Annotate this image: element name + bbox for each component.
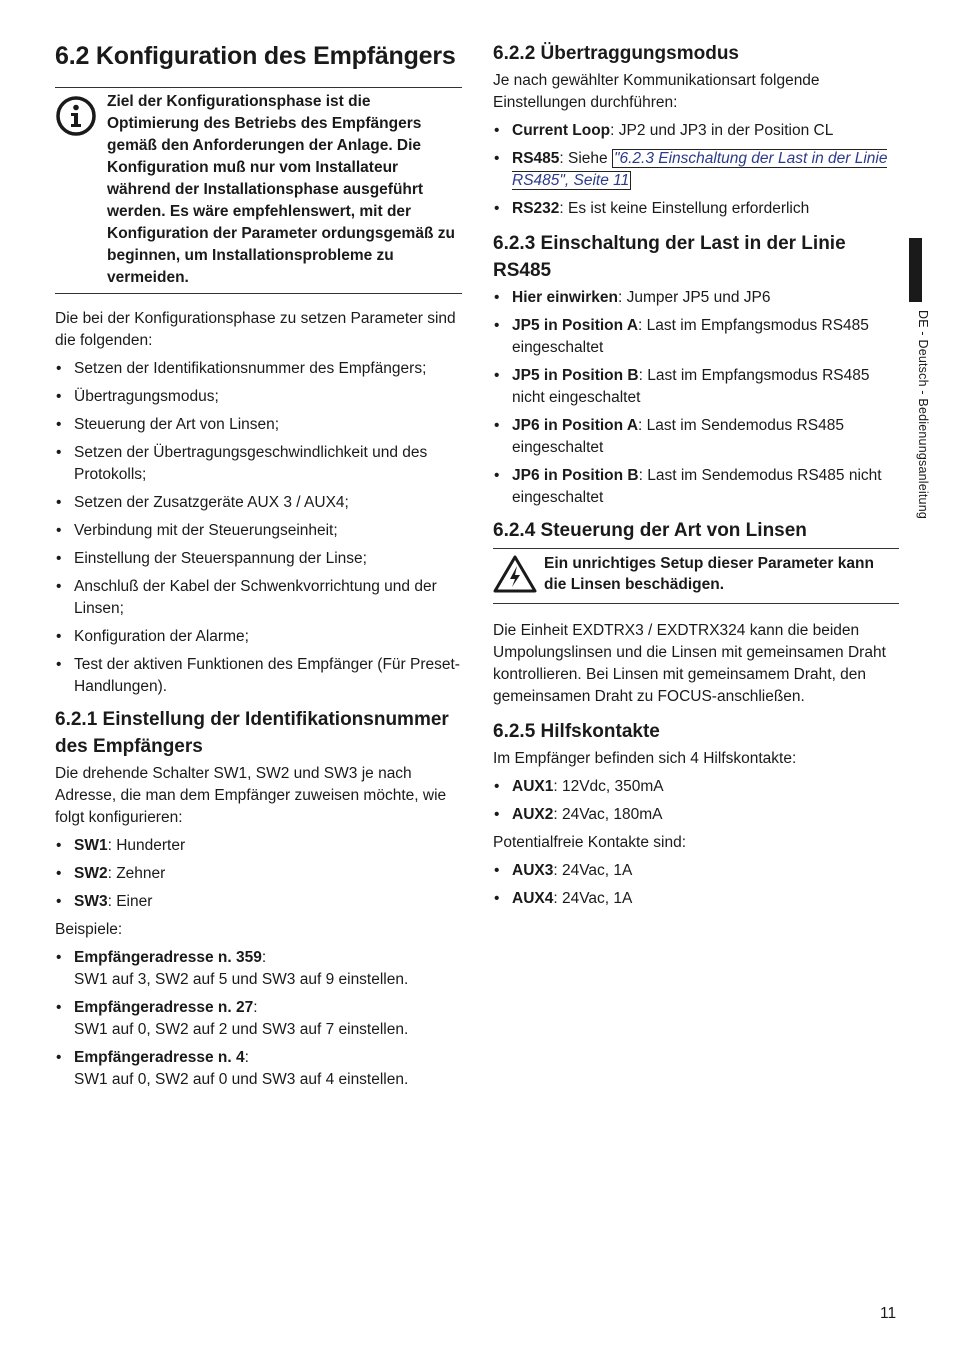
list-item: • Konfiguration der Alarme; [55, 626, 462, 648]
sidebar-label: DE - Deutsch - Bedienungsanleitung [916, 310, 930, 520]
subsection-text: Potentialfreie Kontakte sind: [493, 834, 687, 851]
list-item: • Verbindung mit der Steuerungseinheit; [55, 520, 462, 542]
list-item: • Setzen der Übertragungsgeschwindlichkeit und des Protokolls; [55, 442, 462, 486]
examples-label: Beispiele: [55, 921, 123, 938]
examples-list [55, 947, 462, 1091]
info-note-text: Ziel der Konfigurationsphase ist die Optimierung des Betriebs des Empfängers gemäß den Anforderungen der Anlage. Die Konfiguration muß nur vom Installateur während der Installationsphase ausgeführt werden. Es wäre empfehlenswert, mit der Konfiguration der Parameter ordungsgemäß zu beginnen, um Installationsprobleme zu vermeiden. [107, 93, 455, 286]
left-column [55, 40, 462, 1097]
list-item: • Empfängeradresse n. 27: SW1 auf 0, SW2 auf 2 und SW3 auf 7 einstellen. [55, 997, 462, 1041]
list-item: • Setzen der Zusatzgeräte AUX 3 / AUX4; [55, 492, 462, 514]
subsection-heading-624: 6.2.4 Steuerung der Art von Linsen [493, 520, 807, 541]
list-item: • AUX1: 12Vdc, 350mA [493, 776, 899, 798]
list-item: • Setzen der Identifikationsnummer des Empfängers; [55, 358, 462, 380]
list-item: • Empfängeradresse n. 4: SW1 auf 0, SW2 auf 0 und SW3 auf 4 einstellen. [55, 1047, 462, 1091]
language-tab-marker [909, 238, 922, 302]
subsection-heading-625: 6.2.5 Hilfskontakte [493, 721, 660, 742]
list-item: • Anschluß der Kabel der Schwenkvorrichtung und der Linsen; [55, 576, 462, 620]
warning-note [493, 548, 899, 604]
aux-list [493, 776, 899, 826]
params-list [55, 358, 462, 698]
subsection-heading-622: 6.2.2 Übertraggungsmodus [493, 43, 739, 64]
subsection-heading-621: 6.2.1 Einstellung der Identifikationsnummer des Empfängers [55, 709, 449, 757]
info-circle-icon [55, 91, 107, 289]
subsection-text: Je nach gewählter Kommunikationsart folgende Einstellungen durchführen: [493, 72, 820, 111]
list-item: • Einstellung der Steuerspannung der Linse; [55, 548, 462, 570]
list-item: • AUX3: 24Vac, 1A [493, 860, 899, 882]
cross-reference-link[interactable]: "6.2.3 Einschaltung der Last in der Linie RS485", Seite 11 [512, 150, 888, 189]
switch-list [55, 835, 462, 913]
list-item: • AUX2: 24Vac, 180mA [493, 804, 899, 826]
section-title: 6.2 Konfiguration des Empfängers [55, 42, 456, 70]
list-item: • JP6 in Position A: Last im Sendemodus RS485 eingeschaltet [493, 415, 899, 459]
info-note [55, 87, 462, 294]
list-item: • JP6 in Position B: Last im Sendemodus RS485 nicht eingeschaltet [493, 465, 899, 509]
list-item: • AUX4: 24Vac, 1A [493, 888, 899, 910]
list-item: • RS232: Es ist keine Einstellung erforderlich [493, 198, 899, 220]
list-item: • Current Loop: JP2 und JP3 in der Position CL [493, 120, 899, 142]
subsection-heading-623: 6.2.3 Einschaltung der Last in der Linie RS485 [493, 233, 846, 281]
list-item: • RS485: Siehe "6.2.3 Einschaltung der Last in der Linie RS485", Seite 11 [493, 148, 899, 192]
list-item: • SW3: Einer [55, 891, 462, 913]
right-column [493, 40, 899, 916]
warning-text: Ein unrichtiges Setup dieser Parameter kann die Linsen beschädigen. [544, 555, 874, 593]
warning-triangle-icon [493, 553, 544, 598]
list-item: • Übertragungsmodus; [55, 386, 462, 408]
page-number: 11 [880, 1305, 897, 1322]
subsection-text: Die drehende Schalter SW1, SW2 und SW3 je nach Adresse, die man dem Empfänger zuweisen möchte, wie folgt konfigurieren: [55, 765, 447, 826]
list-item: • Test der aktiven Funktionen des Empfänger (Für Preset-Handlungen). [55, 654, 462, 698]
subsection-text: Im Empfänger befinden sich 4 Hilfskontakte: [493, 750, 797, 767]
subsection-text: Die Einheit EXDTRX3 / EXDTRX324 kann die beiden Umpolungslinsen und die Linsen mit gemeinsamen Draht kontrollieren. Bei Linsen mit gemeinsamem Draht, den gemeinsamen Draht zu FOCUS-anschließen. [493, 622, 886, 705]
list-item: • Empfängeradresse n. 359: SW1 auf 3, SW2 auf 5 und SW3 auf 9 einstellen. [55, 947, 462, 991]
list-item: • Hier einwirken: Jumper JP5 und JP6 [493, 287, 899, 309]
params-intro: Die bei der Konfigurationsphase zu setzen Parameter sind die folgenden: [55, 310, 456, 349]
aux-free-list [493, 860, 899, 910]
list-item: • SW1: Hunderter [55, 835, 462, 857]
jumper-list [493, 287, 899, 509]
list-item: • JP5 in Position B: Last im Empfangsmodus RS485 nicht eingeschaltet [493, 365, 899, 409]
list-item: • SW2: Zehner [55, 863, 462, 885]
list-item: • Steuerung der Art von Linsen; [55, 414, 462, 436]
list-item: • JP5 in Position A: Last im Empfangsmodus RS485 eingeschaltet [493, 315, 899, 359]
transmission-mode-list [493, 120, 899, 220]
